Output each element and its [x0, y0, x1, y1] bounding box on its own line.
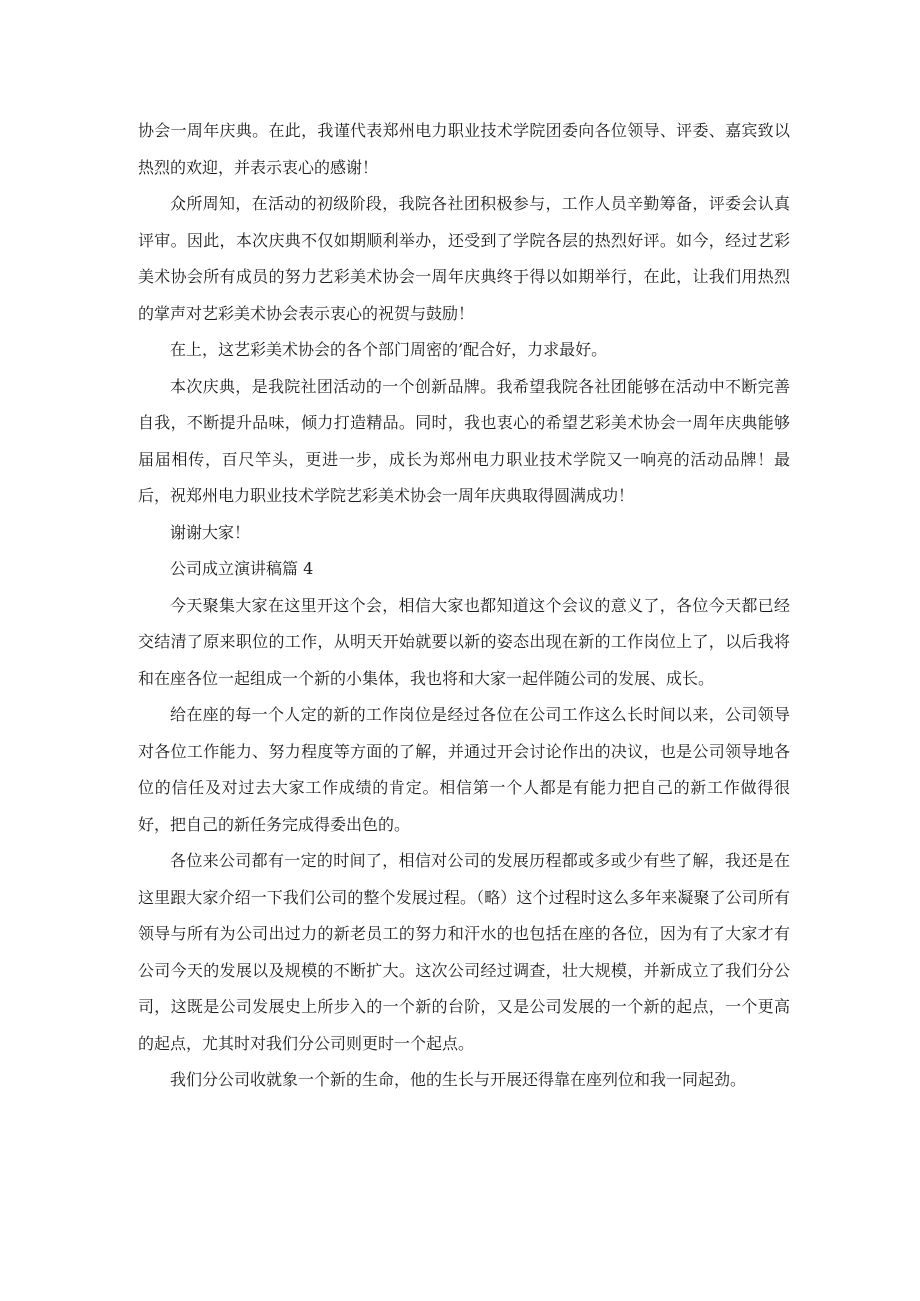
- paragraph: 各位来公司都有一定的时间了，相信对公司的发展历程都或多或少有些了解，我还是在这里跟大家介绍一下我们公司的整个发展过程。（略）这个过程时这么多年来凝聚了公司所有领导与所有为公司出过力的新老员工的努力和汗水的也包括在座的各位，因为有了大家才有公司今天的发展以及规模的不断扩大。这次公司经过调查，壮大规模，并新成立了我们分公司，这既是公司发展史上所步入的一个新的台阶，又是公司发展的一个新的起点，一个更高的起点，尤其时对我们分公司则更时一个起点。: [138, 851, 790, 1053]
- section-heading: 公司成立演讲稿篇 4: [170, 559, 314, 578]
- document-body: [138, 113, 790, 1099]
- paragraph: 本次庆典，是我院社团活动的一个创新品牌。我希望我院各社团能够在活动中不断完善自我，不断提升品味，倾力打造精品。同时，我也衷心的希望艺彩美术协会一周年庆典能够届届相传，百尺竿头，更进一步，成长为郑州电力职业技术学院又一响亮的活动品牌！最后，祝郑州电力职业技术学院艺彩美术协会一周年庆典取得圆满成功！: [138, 376, 790, 505]
- paragraph: 谢谢大家！: [170, 522, 251, 542]
- paragraph-continuation: 协会一周年庆典。在此，我谨代表郑州电力职业技术学院团委向各位领导、评委、嘉宾致以热烈的欢迎，并表示衷心的感谢！: [138, 121, 790, 177]
- paragraph: 众所周知，在活动的初级阶段，我院各社团积极参与，工作人员辛勤筹备，评委会认真评审。因此，本次庆典不仅如期顺利举办，还受到了学院各层的热烈好评。如今，经过艺彩美术协会所有成员的努力艺彩美术协会一周年庆典终于得以如期举行，在此，让我们用热烈的掌声对艺彩美术协会表示衷心的祝贺与鼓励！: [138, 194, 790, 323]
- paragraph: 我们分公司收就象一个新的生命，他的生长与开展还得靠在座列位和我一同起劲。: [170, 1070, 747, 1089]
- paragraph: 在上，这艺彩美术协会的各个部门周密的’配合好，力求最好。: [170, 340, 608, 359]
- paragraph: 给在座的每一个人定的新的工作岗位是经过各位在公司工作这么长时间以来，公司领导对各位工作能力、努力程度等方面的了解，并通过开会讨论作出的决议，也是公司领导地各位的信任及对过去大家工作成绩的肯定。相信第一个人都是有能力把自己的新工作做得很好，把自己的新任务完成得委出色的。: [138, 705, 790, 834]
- paragraph: 今天聚集大家在这里开这个会，相信大家也都知道这个会议的意义了，各位今天都已经交结清了原来职位的工作，从明天开始就要以新的姿态出现在新的工作岗位上了，以后我将和在座各位一起组成一个新的小集体，我也将和大家一起伴随公司的发展、成长。: [138, 595, 790, 688]
